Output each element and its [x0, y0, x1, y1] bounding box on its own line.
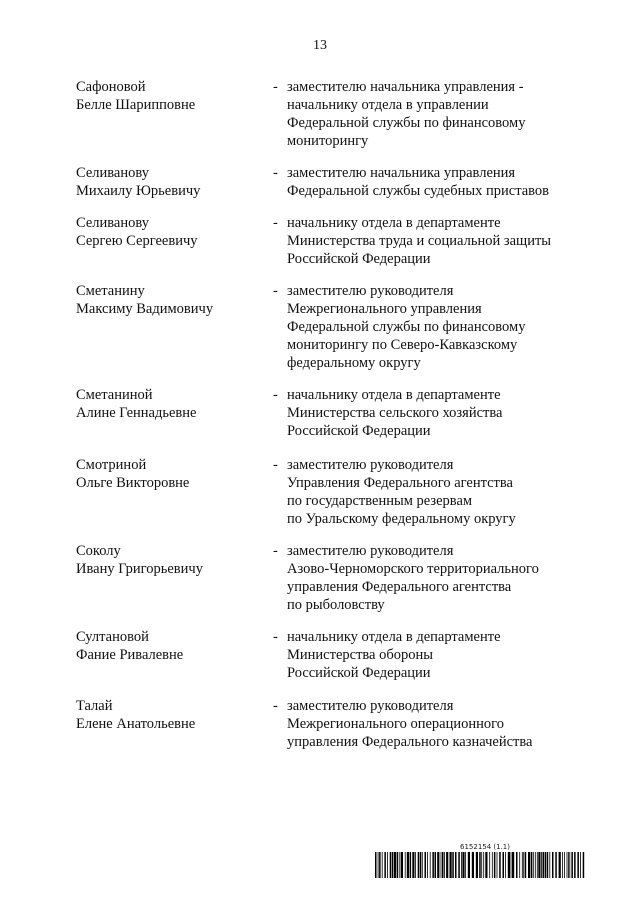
- position-title: [287, 628, 576, 682]
- separator-dash: -: [273, 283, 278, 299]
- list-item: [76, 78, 576, 150]
- position-title-line: Российской Федерации: [287, 251, 431, 267]
- page-number: 13: [313, 38, 327, 53]
- person-name-line: Сафоновой: [76, 79, 146, 95]
- position-title-line: Федеральной службы судебных приставов: [287, 183, 550, 199]
- position-title-line: Управления Федерального агентства: [287, 475, 513, 491]
- separator-dash: -: [273, 215, 278, 231]
- person-name-line: Селиванову: [76, 215, 149, 231]
- separator-dash: -: [273, 543, 278, 559]
- person-name-line: Ивану Григорьевичу: [76, 561, 203, 577]
- position-title-line: Российской Федерации: [287, 423, 431, 439]
- position-title-line: заместителю руководителя: [287, 698, 454, 714]
- position-title-line: Российской Федерации: [287, 665, 431, 681]
- position-title-line: заместителю начальника управления: [287, 165, 516, 181]
- position-title: [287, 542, 576, 614]
- list-item: [76, 697, 576, 751]
- position-title: [287, 456, 576, 528]
- person-name: [76, 214, 266, 250]
- person-name-line: Ольге Викторовне: [76, 475, 190, 491]
- position-title-line: мониторингу по Северо-Кавказскому: [287, 337, 518, 353]
- position-title-line: Федеральной службы по финансовому: [287, 319, 526, 335]
- person-name: [76, 282, 266, 318]
- separator-dash: -: [273, 79, 278, 95]
- position-title: [287, 164, 576, 200]
- position-title-line: по государственным резервам: [287, 493, 473, 509]
- position-title-line: начальнику отдела в управлении: [287, 97, 489, 113]
- position-title-line: Министерства сельского хозяйства: [287, 405, 503, 421]
- position-title-line: заместителю начальника управления -: [287, 79, 524, 95]
- person-name-line: Султановой: [76, 629, 149, 645]
- position-title: [287, 697, 576, 751]
- person-name-line: Смотриной: [76, 457, 147, 473]
- position-title-line: заместителю руководителя: [287, 457, 454, 473]
- list-item: [76, 456, 576, 528]
- person-name: [76, 542, 266, 578]
- position-title-line: Федеральной службы по финансовому: [287, 115, 526, 131]
- list-item: [76, 628, 576, 682]
- person-name-line: Фание Ривалевне: [76, 647, 184, 663]
- person-name-line: Сергею Сергеевичу: [76, 233, 198, 249]
- person-name-line: Сметанину: [76, 283, 145, 299]
- person-name: [76, 78, 266, 114]
- barcode-icon: [375, 852, 587, 878]
- person-name-line: Соколу: [76, 543, 121, 559]
- position-title: [287, 78, 576, 150]
- separator-dash: -: [273, 387, 278, 403]
- position-title: [287, 214, 576, 268]
- person-name-line: Максиму Вадимовичу: [76, 301, 214, 317]
- position-title-line: управления Федерального агентства: [287, 579, 512, 595]
- list-item: [76, 164, 576, 200]
- separator-dash: -: [273, 165, 278, 181]
- person-name-line: Алине Геннадьевне: [76, 405, 197, 421]
- person-name-line: Елене Анатольевне: [76, 716, 196, 732]
- position-title-line: управления Федерального казначейства: [287, 734, 533, 750]
- separator-dash: -: [273, 698, 278, 714]
- person-name: [76, 386, 266, 422]
- person-name-line: Михаилу Юрьевичу: [76, 183, 201, 199]
- document-code: 6152154 (1.1): [460, 843, 510, 851]
- position-title-line: мониторингу: [287, 133, 369, 149]
- person-name-line: Талай: [76, 698, 113, 714]
- position-title-line: заместителю руководителя: [287, 283, 454, 299]
- position-title-line: начальнику отдела в департаменте: [287, 387, 501, 403]
- position-title-line: по Уральскому федеральному округу: [287, 511, 516, 527]
- position-title-line: начальнику отдела в департаменте: [287, 215, 501, 231]
- position-title-line: заместителю руководителя: [287, 543, 454, 559]
- person-name-line: Белле Шарипповне: [76, 97, 196, 113]
- list-item: [76, 214, 576, 268]
- position-title-line: Министерства труда и социальной защиты: [287, 233, 552, 249]
- person-name: [76, 164, 266, 200]
- position-title: [287, 386, 576, 440]
- separator-dash: -: [273, 629, 278, 645]
- position-title-line: Межрегионального операционного: [287, 716, 504, 732]
- person-name-line: Сметаниной: [76, 387, 153, 403]
- position-title-line: начальнику отдела в департаменте: [287, 629, 501, 645]
- separator-dash: -: [273, 457, 278, 473]
- position-title-line: Министерства обороны: [287, 647, 433, 663]
- list-item: [76, 542, 576, 614]
- person-name: [76, 628, 266, 664]
- person-name: [76, 456, 266, 492]
- position-title: [287, 282, 576, 372]
- list-item: [76, 282, 576, 372]
- list-item: [76, 386, 576, 440]
- position-title-line: по рыболовству: [287, 597, 385, 613]
- person-name-line: Селиванову: [76, 165, 149, 181]
- person-name: [76, 697, 266, 733]
- position-title-line: Межрегионального управления: [287, 301, 482, 317]
- position-title-line: Азово-Черноморского территориального: [287, 561, 539, 577]
- position-title-line: федеральному округу: [287, 355, 421, 371]
